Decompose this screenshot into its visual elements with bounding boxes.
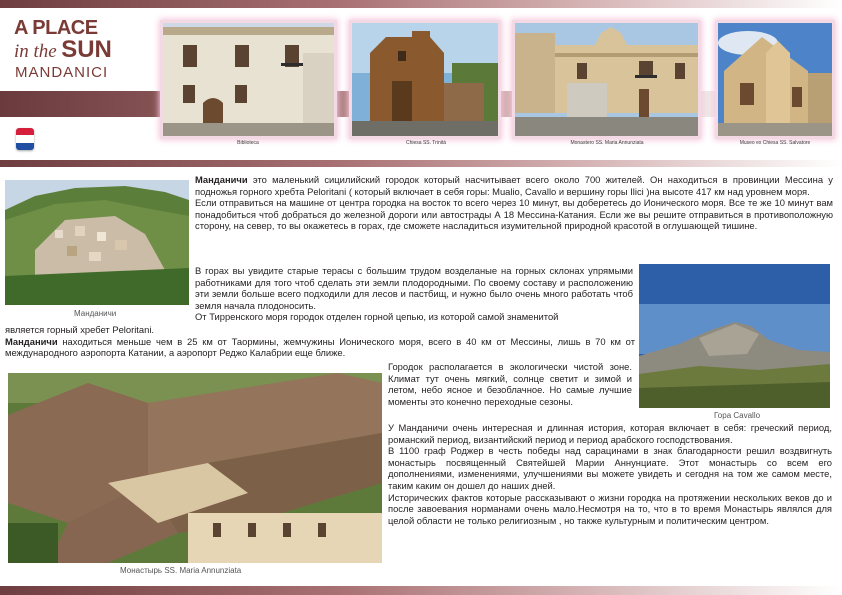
chiesa-trinita-image xyxy=(352,23,498,136)
mountain-cavallo-image xyxy=(639,264,830,408)
netherlands-flag-icon[interactable] xyxy=(16,128,34,150)
gallery-photo-monastero[interactable] xyxy=(515,23,698,136)
paragraph-5-text: находиться меньше чем в 25 км от Таормины, жемчужины Ионического моря, всего в 40 км от Мессины, лишь в 70 км от международного аэропорта Катании, а аэропорт Реджо Калабрии еще ближе. xyxy=(5,335,635,359)
museo-image xyxy=(718,23,832,136)
gallery-caption-3: Monastero SS. Maria Annunziata xyxy=(570,140,644,146)
village-photo[interactable] xyxy=(5,180,189,305)
article-paragraph-8: В 1100 граф Роджер в честь победы над сарацинами в знак благодарности решил воздвигнуть монастырь посвященный Святейшей Марии Аннунциате. Этот монастырь со всем его дополнениями, изменениями, улучшениями вы можете увидеть и сегодня на том же самом месте, таким каким он дошел до наших дней. xyxy=(388,445,832,491)
bottom-band xyxy=(0,586,842,595)
logo-sun-text: SUN xyxy=(61,36,112,63)
town-name-bold-2: Манданичи xyxy=(5,335,58,347)
flag-stripe-white xyxy=(16,135,34,142)
monastery-image xyxy=(8,373,382,563)
article-paragraph-4a: От Тирренского моря городок отделен горной цепью, из которой самой знаменитой xyxy=(195,311,559,323)
article-paragraph-3: В горах вы увидите старые терасы с большим трудом возделаные на горных склонах упрямыми работниками для того чтоб сделать эти земли плодородными. По своему составу и расположению эти земли больше всего подходили для лесов и пастбищ, и нужно было очень много работать чтоб земля начала плодоносить. xyxy=(195,265,633,311)
article-climate xyxy=(388,361,632,407)
village-image xyxy=(5,180,189,305)
logo-line-1: A PLACE xyxy=(14,17,98,39)
article-paragraph-5 xyxy=(5,336,635,359)
logo-script-text: in the xyxy=(14,41,57,62)
gallery-photo-museo[interactable] xyxy=(718,23,832,136)
article-paragraph-6: Городок располагается в экологически чистой зоне. Климат тут очень мягкий, солнце светит и зимой и летом, небо ясное и безоблачное. Но самые лучшие моменты это конечно переходные сезоны. xyxy=(388,361,632,407)
article-paragraph-1 xyxy=(195,174,833,197)
article-paragraph-9: Исторических фактов которые рассказывают о жизни городка на протяжении нескольких веков до и после завоевания норманами очень мало.Несмотря на то, что в то время Монастырь являлся для целой области не только религиозным , но также культурным и политическим центром. xyxy=(388,491,832,526)
article-paragraph-7: У Манданичи очень интересная и длинная история, которая включает в себя: греческий период, романский период, византийский период и период арабского господствования. xyxy=(388,422,832,445)
top-band xyxy=(0,0,842,8)
monastery-caption: Монастырь SS. Maria Annunziata xyxy=(120,566,242,575)
mountain-photo[interactable] xyxy=(639,264,830,408)
village-caption: Манданичи xyxy=(74,309,117,318)
mountain-caption: Гора Cavallo xyxy=(714,411,761,420)
gallery-caption-4: Museo ex Chiesa SS. Salvatore xyxy=(739,140,811,146)
gallery-photo-chiesa-trinita[interactable] xyxy=(352,23,498,136)
article-paragraph-2: Если отправиться на машине от центра городка на восток то всего через 10 минут, вы доберетесь до Ионического моря. Все те же 10 минут вам понадобиться чтоб добраться до железной дороги или автострады А 18 Мессина-Катания. Если же вы решите отправиться в противоположную сторону, на север, то вы окажетесь в горах, где сможете насладиться изумительной природной красотой в оглушающей тишине. xyxy=(195,197,833,232)
paragraph-1-text: это маленький сицилийский городок который насчитывает всего около 700 жителей. Он находиться в провинции Мессина у подножья горного хребта Peloritani ( который включает в себя горы: Mualio, Cavallo и вершину горы Ilici )на высоте 417 км над уровнем моря. xyxy=(195,174,833,197)
article-location xyxy=(5,324,635,359)
biblioteca-image xyxy=(163,23,334,136)
gallery-photo-biblioteca[interactable] xyxy=(163,23,334,136)
article-intro xyxy=(195,174,833,232)
logo-line-3: MANDANICI xyxy=(15,64,109,81)
article-mountains xyxy=(195,265,633,323)
site-logo[interactable] xyxy=(14,18,154,81)
monastero-image xyxy=(515,23,698,136)
monastery-photo[interactable] xyxy=(8,373,382,563)
article-paragraph-4b: является горный хребет Peloritani. xyxy=(5,324,155,335)
article-history xyxy=(388,422,832,526)
town-name-bold: Манданичи xyxy=(195,174,248,185)
logo-line-2 xyxy=(14,38,154,65)
gallery-caption-1: Biblioteca xyxy=(237,140,259,146)
flag-stripe-red xyxy=(16,128,34,135)
divider-band xyxy=(0,160,842,167)
flag-stripe-blue xyxy=(16,143,34,150)
gallery-caption-2: Chiesa SS. Trinità xyxy=(405,140,447,146)
